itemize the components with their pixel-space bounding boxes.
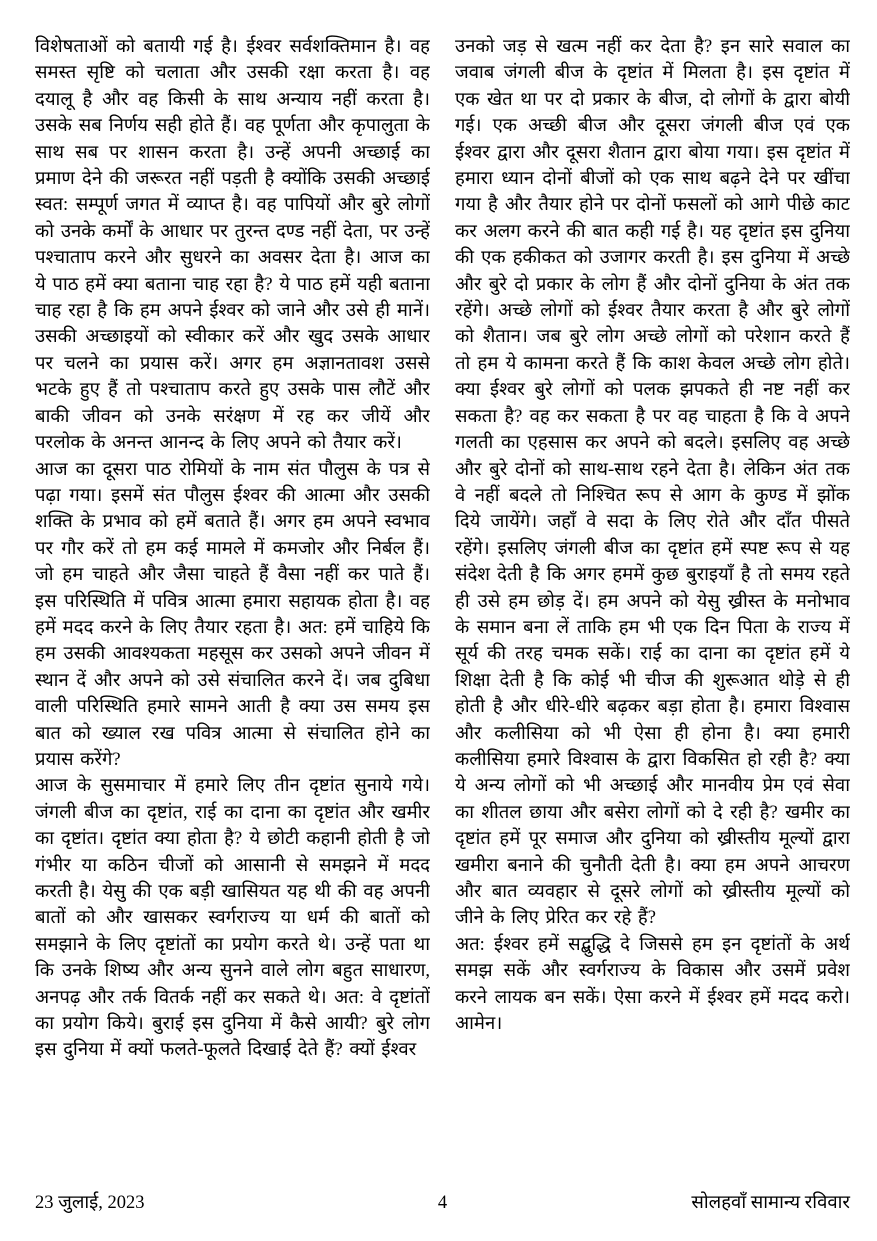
right-column <box>455 34 850 1174</box>
two-column-text <box>35 34 850 1174</box>
page-footer <box>35 1188 850 1218</box>
paragraph: उनको जड़ से खत्म नहीं कर देता है? इन सारे सवाल का जवाब जंगली बीज के दृष्टांत में मिलता है। इस दृष्टांत में एक खेत था पर दो प्रकार के बीज, दो लोगों के द्वारा बोयी गई। एक अच्छी बीज और दूसरा जंगली बीज एवं एक ईश्वर द्वारा और दूसरा शैतान द्वारा बोया गया। इस दृष्टांत में हमारा ध्यान दोनों बीजों को एक साथ बढ़ने देने पर खींचा गया है और तैयार होने पर दोनों फसलों को आगे पीछे काट कर अलग करने की बात कही गई है। यह दृष्टांत इस दुनिया की एक हकीकत को उजागर करती है। इस दुनिया में अच्छे और बुरे दो प्रकार के लोग हैं और दोनों दुनिया के अंत तक रहेंगे। अच्छे लोगों को ईश्वर तैयार करता है और बुरे लोगों को शैतान। जब बुरे लोग अच्छे लोगों को परेशान करते हैं तो हम ये कामना करते हैं कि काश केवल अच्छे लोग होते। क्या ईश्वर बुरे लोगों को पलक झपकते ही नष्ट नहीं कर सकता है? वह कर सकता है पर वह चाहता है कि वे अपने गलती का एहसास कर अपने को बदले। इसलिए वह अच्छे और बुरे दोनों को साथ-साथ रहने देता है। लेकिन अंत तक वे नहीं बदले तो निश्चित रूप से आग के कुण्ड में झोंक दिये जायेंगे। जहाँ वे सदा के लिए रोते और दाँत पीसते रहेंगे। इसलिए जंगली बीज का दृष्टांत हमें स्पष्ट रूप से यह संदेश देती है कि अगर हममें कुछ बुराइयाँ है तो समय रहते ही उसे हम छोड़ दें। हम अपने को येसु ख्रीस्त के मनोभाव के समान बना लें ताकि हम भी एक दिन पिता के राज्य में सूर्य की तरह चमक सकें। राई का दाना का दृष्टांत हमें ये शिक्षा देती है कि कोई भी चीज की शुरूआत थोड़े से ही होती है और धीरे-धीरे बढ़कर बड़ा होता है। हमारा विश्वास और कलीसिया को भी ऐसा ही होना है। क्या हमारी कलीसिया हमारे विश्वास के द्वारा विकसित हो रही है? क्या ये अन्य लोगों को भी अच्छाई और मानवीय प्रेम एवं सेवा का शीतल छाया और बसेरा लोगों को दे रही है? खमीर का दृष्टांत हमें पूर समाज और दुनिया को ख्रीस्तीय मूल्यों द्वारा खमीरा बनाने की चुनौती देती है। क्या हम अपने आचरण और बात व्यवहार से दूसरे लोगों को ख्रीस्तीय मूल्यों को जीने के लिए प्रेरित कर रहे हैं? <box>455 37 850 929</box>
page-number: 4 <box>437 1193 448 1213</box>
footer-date: 23 जुलाई, 2023 <box>35 1193 145 1213</box>
left-column <box>35 34 430 1174</box>
paragraph: अत: ईश्वर हमें सद्बुद्धि दे जिससे हम इन दृष्टांतों के अर्थ समझ सकें और स्वर्गराज्य के विकास और उसमें प्रवेश करने लायक बन सकें। ऐसा करने में ईश्वर हमें मदद करो। आमेन। <box>455 934 850 1035</box>
footer-issue-title: सोलहवाँ सामान्य रविवार <box>691 1193 850 1213</box>
paragraph: विशेषताओं को बतायी गई है। ईश्वर सर्वशक्तिमान है। वह समस्त सृष्टि को चलाता और उसकी रक्षा करता है। वह दयालू है और वह किसी के साथ अन्याय नहीं करता है। उसके सब निर्णय सही होते हैं। वह पूर्णता और कृपालुता के साथ सब पर शासन करता है। उन्हें अपनी अच्छाई का प्रमाण देने की जरूरत नहीं पड़ती है क्योंकि उसकी अच्छाई स्वत: सम्पूर्ण जगत में व्याप्त है। वह पापियों और बुरे लोगों को उनके कर्मों के आधार पर तुरन्त दण्ड नहीं देता, पर उन्हें पश्चाताप करने और सुधरने का अवसर देता है। आज का ये पाठ हमें क्या बताना चाह रहा है? ये पाठ हमें यही बताना चाह रहा है कि हम अपने ईश्वर को जाने और उसे ही मानें। उसकी अच्छाइयों को स्वीकार करें और खुद उसके आधार पर चलने का प्रयास करें। अगर हम अज्ञानतावश उससे भटके हुए हैं तो पश्चाताप करते हुए उसके पास लौटें और बाकी जीवन को उनके सरंक्षण में रह कर जीयें और परलोक के अनन्त आनन्द के लिए अपने को तैयार करें। <box>35 37 430 454</box>
paragraph: आज का दूसरा पाठ रोमियों के नाम संत पौलुस के पत्र से पढ़ा गया। इसमें संत पौलुस ईश्वर की आत्मा और उसकी शक्ति के प्रभाव को हमें बताते हैं। अगर हम अपने स्वभाव पर गौर करें तो हम कई मामले में कमजोर और निर्बल हैं। जो हम चाहते और जैसा चाहते हैं वैसा नहीं कर पाते हैं। इस परिस्थिति में पवित्र आत्मा हमारा सहायक होता है। वह हमें मदद करने के लिए तैयार रहता है। अत: हमें चाहिये कि हम उसकी आवश्यकता महसूस कर उसको अपने जीवन में स्थान दें और अपने को उसे संचालित करने दें। जब दुबिधा वाली परिस्थिति हमारे सामने आती है क्या उस समय इस बात को ख्याल रख पवित्र आत्मा से संचालित होने का प्रयास करेंगे? <box>35 459 430 770</box>
paragraph: आज के सुसमाचार में हमारे लिए तीन दृष्टांत सुनाये गये। जंगली बीज का दृष्टांत, राई का दाना का दृष्टांत और खमीर का दृष्टांत। दृष्टांत क्या होता है? ये छोटी कहानी होती है जो गंभीर या कठिन चीजों को आसानी से समझने में मदद करती है। येसु की एक बड़ी खासियत यह थी की वह अपनी बातों को और खासकर स्वर्गराज्य या धर्म की बातों को समझाने के लिए दृष्टांतों का प्रयोग करते थे। उन्हें पता था कि उनके शिष्य और अन्य सुनने वाले लोग बहुत साधारण, अनपढ़ और तर्क वितर्क नहीं कर सकते थे। अत: वे दृष्टांतों का प्रयोग किये। बुराई इस दुनिया में कैसे आयी? बुरे लोग इस दुनिया में क्यों फलते-फूलते दिखाई देते हैं? क्यों ईश्वर <box>35 776 430 1061</box>
